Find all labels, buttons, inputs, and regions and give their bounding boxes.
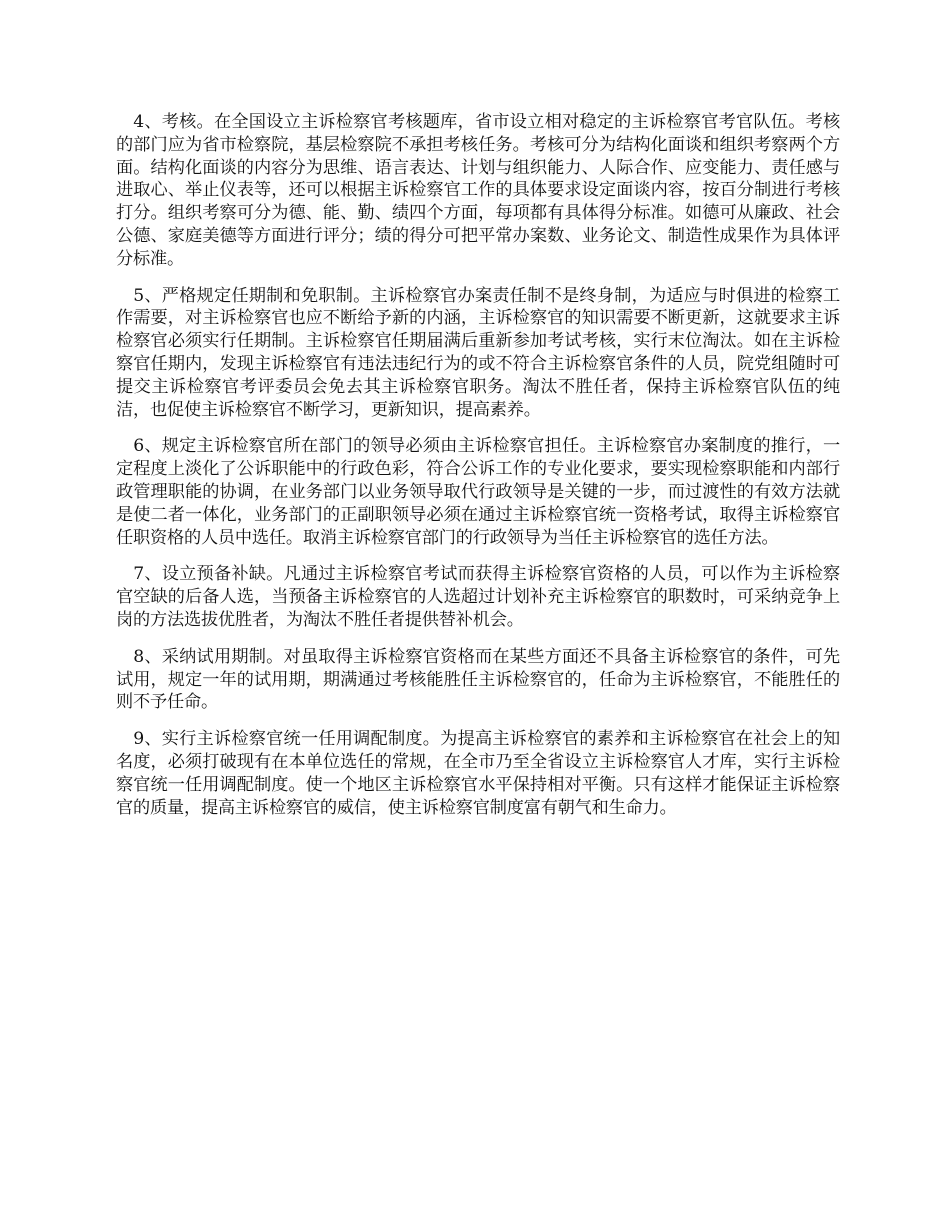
document-body [116, 111, 840, 833]
paragraph-6-department-leadership: 6、规定主诉检察官所在部门的领导必须由主诉检察官担任。主诉检察官办案制度的推行，一定程度上淡化了公诉职能中的行政色彩，符合公诉工作的专业化要求，要实现检察职能和内部行政管理职能的协调，在业务部门以业务领导取代行政领导是关键的一步，而过渡性的有效方法就是使二者一体化，业务部门的正副职领导必须在通过主诉检察官统一资格考试，取得主诉检察官任职资格的人员中选任。取消主诉检察官部门的行政领导为当任主诉检察官的选任方法。 [116, 436, 840, 548]
paragraph-4-assessment: 4、考核。在全国设立主诉检察官考核题库，省市设立相对稳定的主诉检察官考官队伍。考核的部门应为省市检察院，基层检察院不承担考核任务。考核可分为结构化面谈和组织考察两个方面。结构化面谈的内容分为思维、语言表达、计划与组织能力、人际合作、应变能力、责任感与进取心、举止仪表等，还可以根据主诉检察官工作的具体要求设定面谈内容，按百分制进行考核打分。组织考察可分为德、能、勤、绩四个方面，每项都有具体得分标准。如德可从廉政、社会公德、家庭美德等方面进行评分；绩的得分可把平常办案数、业务论文、制造性成果作为具体评分标准。 [116, 112, 840, 269]
paragraph-5-term-and-dismissal: 5、严格规定任期制和免职制。主诉检察官办案责任制不是终身制，为适应与时俱进的检察工作需要，对主诉检察官也应不断给予新的内涵，主诉检察官的知识需要不断更新，这就要求主诉检察官必须实行任期制。主诉检察官任期届满后重新参加考试考核，实行末位淘汰。如在主诉检察官任期内，发现主诉检察官有违法违纪行为的或不符合主诉检察官条件的人员，院党组随时可提交主诉检察官考评委员会免去其主诉检察官职务。淘汰不胜任者，保持主诉检察官队伍的纯洁，也促使主诉检察官不断学习，更新知识，提高素养。 [116, 285, 840, 420]
paragraph-8-probation-period: 8、采纳试用期制。对虽取得主诉检察官资格而在某些方面还不具备主诉检察官的条件，可先试用，规定一年的试用期，期满通过考核能胜任主诉检察官的，任命为主诉检察官，不能胜任的则不予任命。 [116, 646, 840, 713]
paragraph-9-unified-deployment: 9、实行主诉检察官统一任用调配制度。为提高主诉检察官的素养和主诉检察官在社会上的知名度，必须打破现有在本单位选任的常规，在全市乃至全省设立主诉检察官人才库，实行主诉检察官统一任用调配制度。使一个地区主诉检察官水平保持相对平衡。只有这样才能保证主诉检察官的质量，提高主诉检察官的威信，使主诉检察官制度富有朝气和生命力。 [116, 729, 840, 818]
paragraph-7-reserve-candidates: 7、设立预备补缺。凡通过主诉检察官考试而获得主诉检察官资格的人员，可以作为主诉检察官空缺的后备人选，当预备主诉检察官的人选超过计划补充主诉检察官的职数时，可采纳竞争上岗的方法选拔优胜者，为淘汰不胜任者提供替补机会。 [116, 564, 840, 630]
